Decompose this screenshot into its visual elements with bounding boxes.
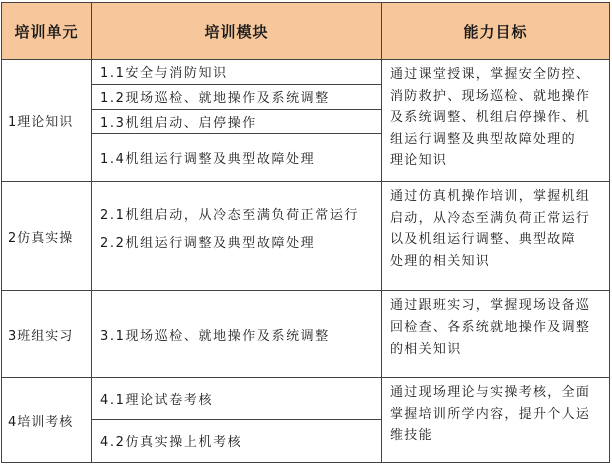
goal-line: 掌握培训所学内容，提升个人运 — [390, 406, 591, 422]
unit-cell: 3班组实习 — [2, 291, 92, 378]
goal-line: 理论知识 — [390, 153, 448, 169]
module-cell: 1.3机组启动、启停操作 — [92, 109, 382, 134]
training-plan-table — [1, 2, 610, 463]
goal-line: 通过现场理论与实操考核，全面 — [390, 385, 591, 401]
header-row — [2, 3, 610, 60]
goal-cell — [382, 181, 610, 291]
goal-line: 消防救护、现场巡检、就地操作 — [390, 88, 591, 104]
goal-line: 通过课堂授课，掌握安全防控、 — [390, 67, 591, 82]
module-cell: 4.2仿真实操上机考核 — [92, 419, 382, 462]
goal-line: 通过仿真机操作培训，掌握机组 — [390, 188, 591, 204]
goal-line: 处理的相关知识 — [390, 253, 491, 269]
module-cell: 1.4机组运行调整及典型故障处理 — [92, 134, 382, 182]
module-cell: 1.2现场巡检、就地操作及系统调整 — [92, 84, 382, 109]
table-row — [2, 60, 610, 85]
goal-line: 以及机组运行调整、典型故障 — [390, 232, 576, 248]
unit-cell: 1理论知识 — [2, 60, 92, 182]
table-row — [2, 291, 610, 378]
module-cell — [92, 181, 382, 291]
goal-line: 回检查、各系统就地操作及调整 — [390, 320, 591, 336]
goal-line: 的相关知识 — [390, 341, 462, 357]
module-cell: 3.1现场巡检、就地操作及系统调整 — [92, 291, 382, 378]
header-module: 培训模块 — [92, 3, 382, 60]
table-row — [2, 378, 610, 419]
unit-cell: 2仿真实操 — [2, 181, 92, 291]
header-unit: 培训单元 — [2, 3, 92, 60]
goal-line: 及系统调整、机组启停操作、机 — [390, 110, 591, 126]
header-goal: 能力目标 — [382, 3, 610, 60]
table-row — [2, 181, 610, 291]
module-cell: 1.1安全与消防知识 — [92, 60, 382, 85]
module-line: 2.1机组启动，从冷态至满负荷正常运行 — [100, 207, 360, 223]
goal-line: 启动，从冷态至满负荷正常运行 — [390, 210, 591, 226]
goal-line: 维技能 — [390, 428, 433, 444]
goal-line: 组运行调整及典型故障处理的 — [390, 131, 576, 147]
goal-cell — [382, 291, 610, 378]
module-cell: 4.1理论试卷考核 — [92, 378, 382, 419]
module-line: 2.2机组运行调整及典型故障处理 — [100, 235, 316, 251]
goal-cell — [382, 378, 610, 463]
goal-line: 通过跟班实习，掌握现场设备巡 — [390, 298, 591, 314]
unit-cell: 4培训考核 — [2, 378, 92, 463]
goal-cell — [382, 60, 610, 182]
